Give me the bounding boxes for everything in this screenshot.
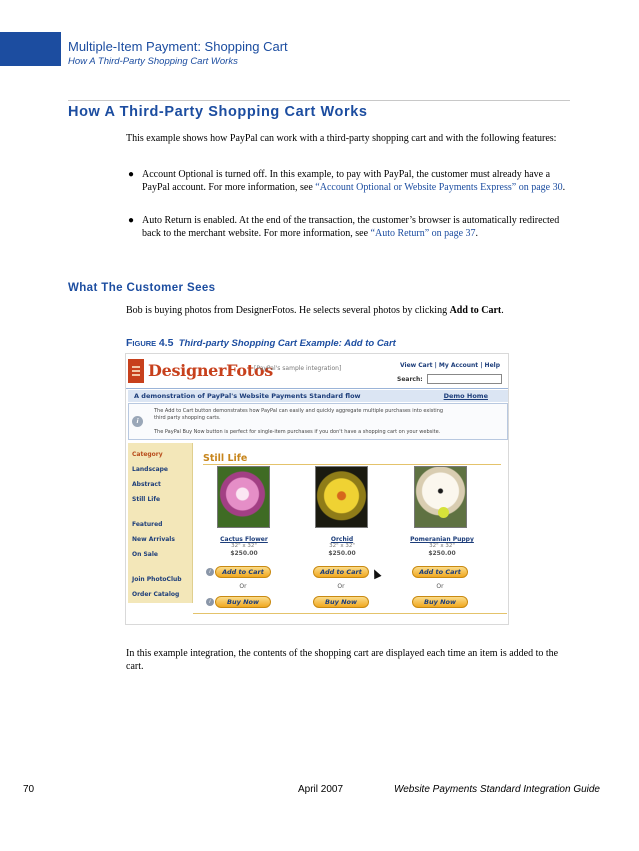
add-to-cart-info-icon[interactable]: i	[206, 568, 214, 576]
search-label: Search:	[397, 376, 423, 383]
figure-number: 4.5	[158, 337, 174, 349]
customer-paragraph	[126, 304, 576, 317]
still-life-title: Still Life	[203, 453, 248, 464]
cactus-flower-photo[interactable]	[217, 466, 270, 528]
pomeranian-puppy-photo[interactable]	[414, 466, 467, 528]
figure-caption-text: Third-party Shopping Cart Example: Add to Cart	[178, 338, 396, 349]
closing-paragraph: In this example integration, the contents of the shopping cart are displayed each time an item is added to the cart.	[126, 648, 559, 672]
bottom-rule	[193, 613, 507, 614]
section-heading: How A Third-Party Shopping Cart Works	[68, 104, 368, 120]
figure-label-f: F	[126, 337, 133, 349]
bullet-dot: ●	[128, 169, 135, 180]
info-add-to-cart-text: The Add to Cart button demonstrates how PayPal can easily and quickly aggregate multiple purchases into existing third party shopping carts.	[154, 408, 444, 421]
footer-date: April 2007	[298, 784, 344, 795]
page-number: 70	[23, 784, 35, 795]
info-box	[128, 403, 508, 440]
designerfotos-screenshot	[125, 353, 509, 625]
header-color-block	[0, 32, 61, 66]
demo-banner	[128, 390, 508, 402]
buy-now-button[interactable]: Buy Now	[215, 596, 271, 608]
brand-name: DesignerFotos	[148, 361, 273, 380]
orchid-photo[interactable]	[315, 466, 368, 528]
running-header-title: Multiple-Item Payment: Shopping Cart	[68, 39, 288, 54]
subsection-heading: What The Customer Sees	[68, 282, 216, 294]
sidebar-item-join-photoclub[interactable]: Join PhotoClub	[132, 576, 182, 583]
buy-now-button[interactable]: Buy Now	[313, 596, 369, 608]
brand-tagline: [PayPal's sample integration]	[254, 365, 342, 372]
top-divider	[126, 388, 508, 389]
product-price: $250.00	[328, 550, 356, 557]
bullet-text: Account Optional is turned off. In this example, to pay with PayPal, the customer must already have a PayPal account. For more information, see	[142, 169, 551, 193]
figure-caption	[126, 337, 396, 349]
footer-doc-title: Website Payments Standard Integration Guide	[393, 784, 600, 795]
product-price: $250.00	[230, 550, 258, 557]
customer-text: Bob is buying photos from DesignerFotos. He selects several photos by clicking	[126, 305, 450, 316]
buy-now-info-icon[interactable]: i	[206, 598, 214, 606]
demo-home-link[interactable]: Demo Home	[443, 392, 488, 400]
sidebar-item-on-sale[interactable]: On Sale	[132, 551, 158, 558]
auto-return-link[interactable]: “Auto Return” on page 37	[370, 228, 476, 239]
bullet-period: .	[475, 228, 479, 239]
or-label: Or	[239, 583, 247, 590]
bullet-period: .	[562, 182, 566, 193]
header-rule	[68, 100, 570, 101]
sidebar-item-landscape[interactable]: Landscape	[132, 466, 168, 473]
or-label: Or	[436, 583, 444, 590]
or-label: Or	[337, 583, 345, 590]
info-icon: i	[132, 416, 143, 427]
customer-text-end: .	[501, 305, 504, 316]
account-optional-link[interactable]: “Account Optional or Website Payments Express” on page 30	[315, 182, 563, 193]
demo-banner-text: A demonstration of PayPal's Website Payments Standard flow	[134, 392, 361, 400]
running-header-subtitle: How A Third-Party Shopping Cart Works	[68, 56, 238, 67]
add-to-cart-button[interactable]: Add to Cart	[412, 566, 468, 578]
sidebar-item-category: Category	[132, 451, 163, 458]
title-rule	[203, 464, 501, 465]
film-strip-icon	[128, 359, 144, 383]
top-links[interactable]: View Cart | My Account | Help	[399, 362, 500, 369]
mouse-pointer-icon	[370, 568, 381, 580]
bullet-account-optional	[126, 168, 576, 194]
sidebar-item-new-arrivals[interactable]: New Arrivals	[132, 536, 175, 543]
sidebar-item-order-catalog[interactable]: Order Catalog	[132, 591, 180, 598]
search-input[interactable]	[427, 374, 502, 384]
bullet-text: Auto Return is enabled. At the end of the transaction, the customer’s browser is automatically redirected back to the merchant website. For more information, see	[142, 215, 560, 239]
product-size: 32" x 32"	[329, 543, 355, 549]
sidebar-item-abstract[interactable]: Abstract	[132, 481, 161, 488]
product-name[interactable]: Orchid	[330, 536, 354, 543]
info-buy-now-text: The PayPal Buy Now button is perfect for single-item purchases if you don't have a shopping cart on your website.	[154, 429, 441, 435]
product-name[interactable]: Pomeranian Puppy	[410, 536, 474, 543]
product-name[interactable]: Cactus Flower	[220, 536, 268, 543]
intro-paragraph: This example shows how PayPal can work with a third-party shopping cart and with the following features:	[126, 133, 557, 144]
add-to-cart-button[interactable]: Add to Cart	[215, 566, 271, 578]
sidebar-item-still-life[interactable]: Still Life	[132, 496, 161, 503]
category-sidebar	[128, 443, 193, 603]
figure-label: IGURE	[132, 339, 157, 348]
bullet-dot: ●	[128, 215, 135, 226]
bullet-auto-return	[126, 214, 576, 240]
buy-now-button[interactable]: Buy Now	[412, 596, 468, 608]
add-to-cart-button[interactable]: Add to Cart	[313, 566, 369, 578]
product-size: 32" x 32"	[231, 543, 257, 549]
product-price: $250.00	[428, 550, 456, 557]
designerfotos-logo[interactable]	[128, 356, 278, 388]
sidebar-item-featured[interactable]: Featured	[132, 521, 163, 528]
add-to-cart-term: Add to Cart	[449, 305, 502, 316]
product-size: 32" x 32"	[429, 543, 455, 549]
